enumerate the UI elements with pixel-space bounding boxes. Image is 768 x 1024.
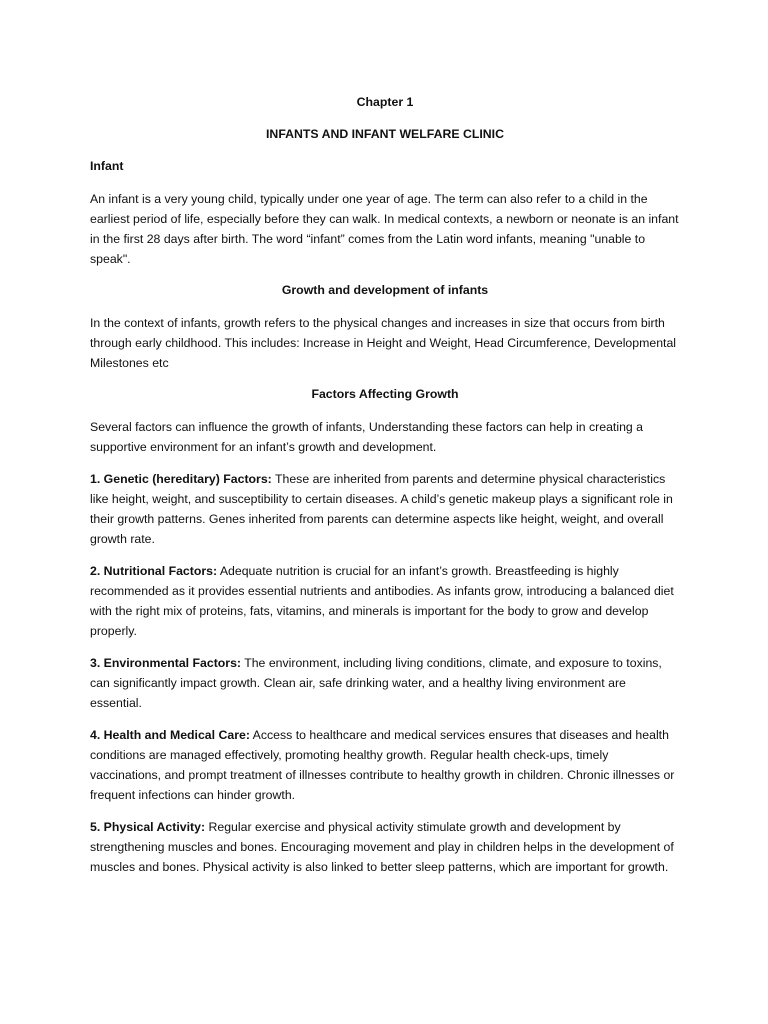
factor-label: 2. Nutritional Factors: — [90, 564, 218, 578]
factor-environmental — [90, 653, 680, 713]
chapter-label: Chapter 1 — [356, 95, 414, 109]
factor-label: 1. Genetic (hereditary) Factors: — [90, 472, 272, 486]
infant-paragraph: An infant is a very young child, typically under one year of age. The term can also refer to a child in the earliest period of life, especially before they can walk. In medical contexts, a newborn or neonate is an infant in the first 28 days after birth. The word “infant” comes from the Latin word infants, meaning "unable to speak". — [90, 192, 679, 266]
growth-paragraph: In the context of infants, growth refers to the physical changes and increases in size that occurs from birth through early childhood. This includes: Increase in Height and Weight, Head Circumference, Developmental Milestones etc — [90, 316, 677, 370]
growth-heading: Growth and development of infants — [281, 283, 489, 297]
factor-text: These are inherited from parents and determine physical characteristics like height, weight, and susceptibility to certain diseases. A child’s genetic makeup plays a significant role in their growth patterns. Genes inherited from parents can determine aspects like height, weight, and overall growth rate. — [90, 472, 673, 546]
factor-text: The environment, including living conditions, climate, and exposure to toxins, can significantly impact growth. Clean air, safe drinking water, and a healthy living environment are essential. — [90, 656, 662, 710]
factor-text: Adequate nutrition is crucial for an infant’s growth. Breastfeeding is highly recommended as it provides essential nutrients and antibodies. As infants grow, introducing a balanced diet with the right mix of proteins, fats, vitamins, and minerals is important for the body to grow and develop properly. — [90, 564, 674, 638]
factor-text: Regular exercise and physical activity stimulate growth and development by strengthening muscles and bones. Encouraging movement and play in children helps in the development of muscles and bones. Physical activity is also linked to better sleep patterns, which are important for growth. — [90, 820, 674, 874]
factor-genetic — [90, 469, 680, 549]
factor-label: 3. Environmental Factors: — [90, 656, 242, 670]
document-page — [90, 93, 680, 889]
factors-intro-paragraph: Several factors can influence the growth of infants, Understanding these factors can help in creating a supportive environment for an infant’s growth and development. — [90, 420, 643, 454]
infant-heading: Infant — [90, 159, 124, 173]
page-title: INFANTS AND INFANT WELFARE CLINIC — [266, 127, 504, 141]
factor-text: Access to healthcare and medical services ensures that diseases and health conditions are managed effectively, promoting healthy growth. Regular health check-ups, timely vaccinations, and prompt treatment of illnesses contribute to healthy growth in children. Chronic illnesses or frequent infections can hinder growth. — [90, 728, 675, 802]
factor-physical-activity — [90, 817, 680, 877]
factor-label: 5. Physical Activity: — [90, 820, 206, 834]
factor-nutritional — [90, 561, 680, 641]
factor-label: 4. Health and Medical Care: — [90, 728, 250, 742]
factors-heading: Factors Affecting Growth — [311, 387, 459, 401]
factor-health-medical — [90, 725, 680, 805]
